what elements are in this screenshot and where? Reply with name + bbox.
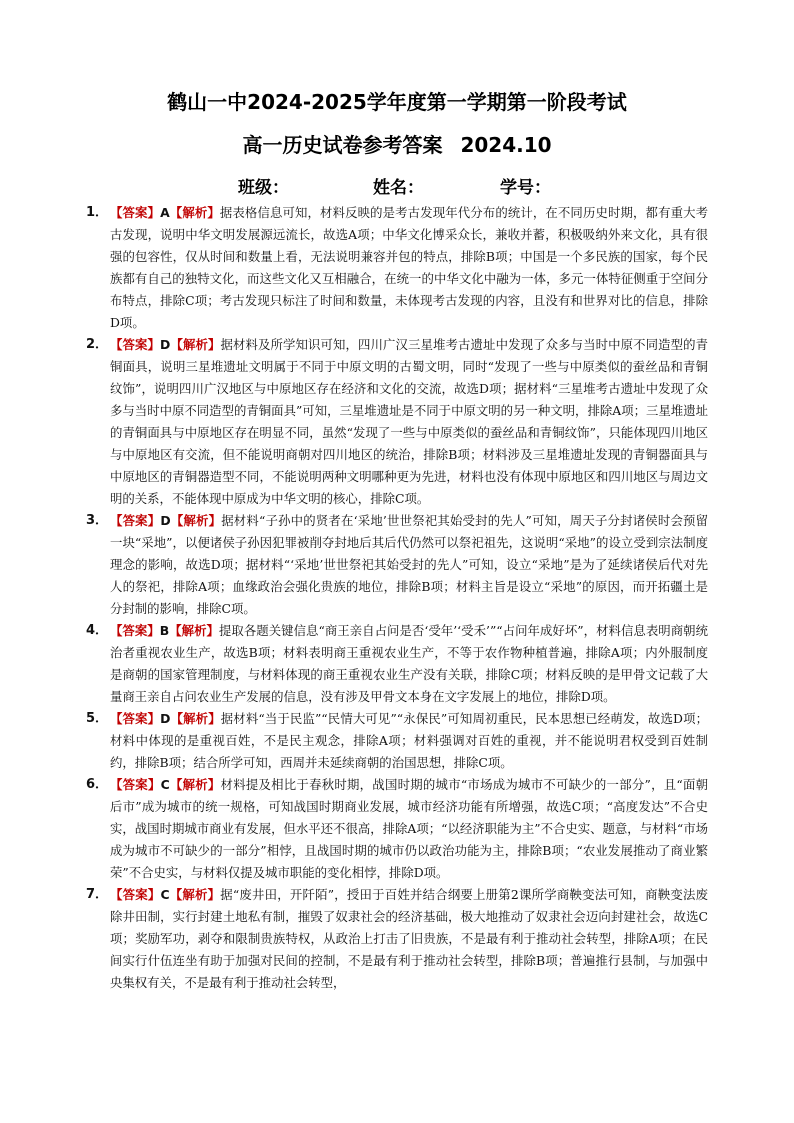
answer-tag: 【答案】 — [110, 887, 161, 902]
answer-letter: C — [160, 777, 170, 792]
class-field-label: 班级： — [238, 178, 289, 198]
student-id-field-label: 学号： — [500, 178, 551, 198]
question-number: 7． — [86, 887, 109, 902]
answer-tag: 【答案】 — [110, 711, 161, 726]
exam-date: 2024.10 — [460, 133, 552, 157]
explanation-text: 提取各题关键信息“商王亲自占问是否‘受年’‘受禾’”“占问年成好坏”，材料信息表明商朝统治者重视农业生产，故选B项；材料表明商王重视农业生产，不等于农作物种植普遍，排除A项；内外服制度是商朝的国家管理制度，与材料体现的商王重视农业生产没有关联，排除C项；材料反映的是甲骨文记载了大量商王亲自占问农业生产发展的信息，没有涉及甲骨文本身在文字发展上的地位，排除D项。 — [110, 623, 709, 704]
explain-tag: 【解析】 — [170, 711, 221, 726]
name-field-label: 姓名： — [373, 178, 424, 198]
exam-title: 鹤山一中2024-2025学年度第一学期第一阶段考试 — [167, 90, 627, 114]
question-number: 3． — [86, 513, 109, 528]
explain-tag: 【解析】 — [170, 337, 221, 352]
explain-tag: 【解析】 — [169, 777, 221, 792]
answer-item-1 — [86, 202, 708, 334]
explanation-text: 据材料“当于民监”“民情大可见”“永保民”可知周初重民，民本思想已经萌发，故选D项；材料中体现的是重视百姓，不是民主观念，排除A项；材料强调对百姓的重视，并不能说明君权受到百姓制约，排除B项；结合所学可知，西周并未延续商朝的治国思想，排除C项。 — [110, 711, 709, 770]
explain-tag: 【解析】 — [170, 513, 222, 528]
answer-tag: 【答案】 — [110, 513, 161, 528]
question-number: 2． — [86, 337, 109, 352]
explanation-text: 据材料“子孙中的贤者在‘采地’世世祭祀其始受封的先人”可知，周天子分封诸侯时会预留一块“采地”，以便诸侯子孙因犯罪被削夺封地后其后代仍然可以祭祀祖先，这说明“采地”的设立受到宗法制度理念的影响，故选D项；据材料“‘采地’世世祭祀其始受封的先人”可知，设立“采地”是为了延续诸侯后代对先人的祭祀，排除A项；血缘政治会强化贵族的地位，排除B项；材料主旨是设立“采地”的原因，而开拓疆土是分封制的影响，排除C项。 — [110, 513, 709, 616]
explanation-text: 材料提及相比于春秋时期，战国时期的城市“市场成为城市不可缺少的一部分”，且“面朝后市”成为城市的统一规格，可知战国时期商业发展，城市经济功能有所增强，故选C项；“高度发达”不合史实，战国时期城市商业有发展，但水平还不很高，排除A项；“以经济职能为主”不合史实、题意，与材料“市场成为城市不可缺少的一部分”相悖，且战国时期的城市仍以政治功能为主，排除B项；“农业发展推动了商业繁荣”不合史实，与材料仅提及城市职能的变化相悖，排除D项。 — [110, 777, 709, 880]
answer-list — [86, 202, 708, 994]
explanation-text: 据“废井田，开阡陌”，授田于百姓并结合纲要上册第2课所学商鞅变法可知，商鞅变法废除井田制，实行封建土地私有制，摧毁了奴隶社会的经济基础，极大地推动了奴隶社会迈向封建社会，故选C项；奖励军功，剥夺和限制贵族特权，从政治上打击了旧贵族，不是最有利于推动社会转型，排除A项；在民间实行什伍连坐有助于加强对民间的控制，不是最有利于推动社会转型，排除B项；普遍推行县制，与加强中央集权有关，不是最有利于推动社会转型， — [110, 887, 709, 990]
subtitle-text: 高一历史试卷参考答案 — [242, 133, 443, 157]
answer-tag: 【答案】 — [110, 623, 160, 638]
answer-item-4 — [86, 620, 708, 708]
answer-tag: 【答案】 — [110, 337, 161, 352]
explain-tag: 【解析】 — [169, 887, 221, 902]
answer-tag: 【答案】 — [110, 205, 161, 220]
question-number: 6． — [86, 777, 109, 792]
answer-letter: C — [160, 887, 170, 902]
answer-item-5 — [86, 708, 708, 774]
answer-letter: D — [160, 513, 171, 528]
answer-letter: B — [159, 623, 170, 638]
exam-subtitle — [0, 129, 794, 158]
explain-tag: 【解析】 — [169, 205, 220, 220]
explanation-text: 据材料及所学知识可知，四川广汉三星堆考古遗址中发现了众多与当时中原不同造型的青铜面具，说明三星堆遗址文明属于不同于中原文明的古蜀文明，同时“发现了一些与中原类似的蚕丝品和青铜纹饰”，说明四川广汉地区与中原地区存在经济和文化的交流，故选D项；据材料“三星堆考古遗址中发现了众多与当时中原不同造型的青铜面具”可知，三星堆遗址是不同于中原文明的另一种文明，排除A项；三星堆遗址的青铜面具与中原地区存在明显不同，虽然“发现了一些与中原类似的蚕丝品和青铜纹饰”，只能体现四川地区与中原地区有交流，但不能说明商朝对四川地区的统治，排除B项；材料涉及三星堆遗址发现的青铜器面具与中原地区的青铜器造型不同，不能说明两种文明哪种更为先进，材料也没有体现中原地区和四川地区与周边文明的关系，不能体现中原成为中华文明的核心，排除C项。 — [110, 337, 709, 506]
question-number: 5． — [86, 711, 109, 726]
answer-letter: D — [160, 337, 171, 352]
answer-letter: A — [160, 205, 170, 220]
question-number: 4． — [86, 623, 109, 638]
answer-letter: D — [160, 711, 171, 726]
answer-item-3 — [86, 510, 708, 620]
answer-item-2 — [86, 334, 708, 510]
explain-tag: 【解析】 — [169, 623, 219, 638]
student-info-fields — [0, 173, 794, 197]
explanation-text: 据表格信息可知，材料反映的是考古发现年代分布的统计，在不同历史时期，都有重大考古发现，说明中华文明发展源远流长，故选A项；中华文化博采众长，兼收并蓄，积极吸纳外来文化，具有很强的包容性，仅从时间和数量上看，无法说明兼容并包的特点，排除B项；中国是一个多民族的国家，每个民族都有自己的独特文化，而这些文化又互相融合，在统一的中华文化中融为一体，多元一体特征侧重于空间分布特点，排除C项；考古发现只标注了时间和数量，未体现考古发现的内容，且没有和世界对比的信息，排除D项。 — [110, 205, 709, 330]
answer-item-6 — [86, 774, 708, 884]
answer-tag: 【答案】 — [110, 777, 161, 792]
question-number: 1． — [86, 205, 109, 220]
answer-item-7 — [86, 884, 708, 994]
